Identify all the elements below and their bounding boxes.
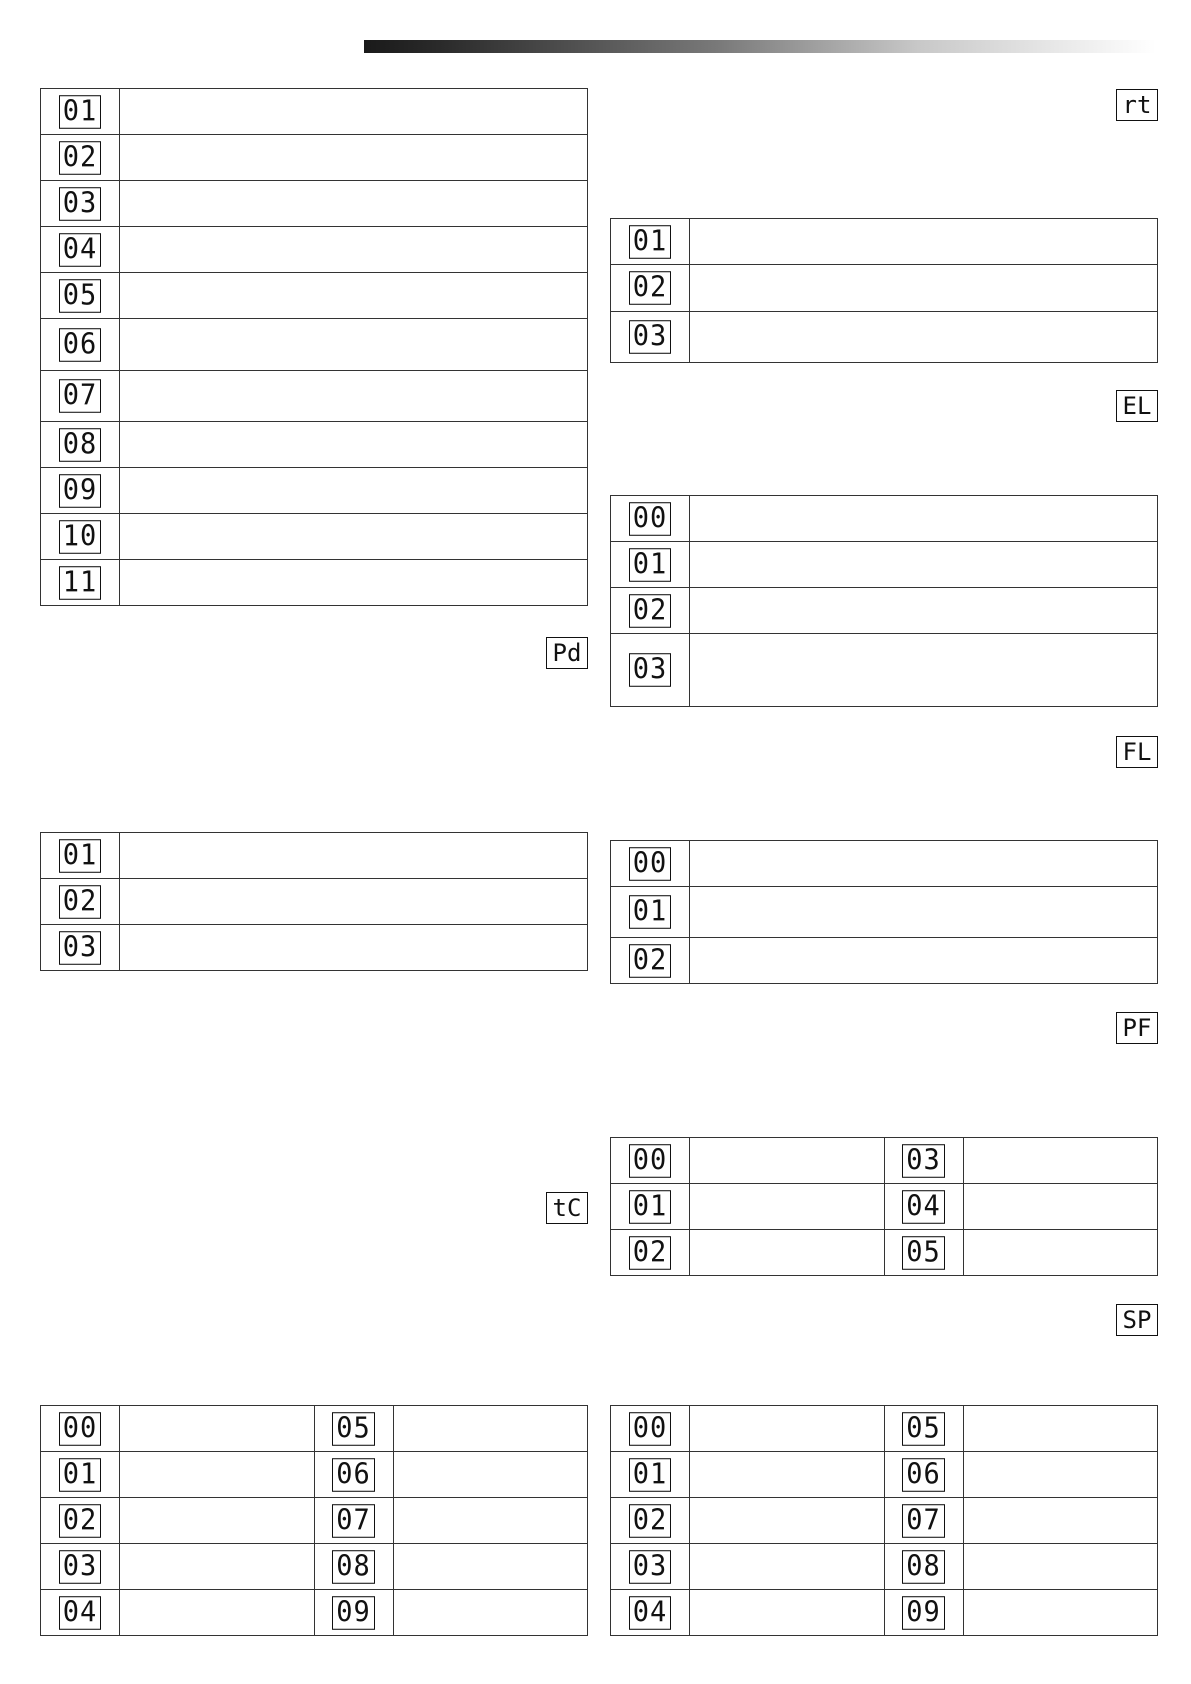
code-badge: 03	[629, 653, 672, 687]
code-badge: 01	[629, 895, 672, 929]
tag-SP: SP	[1116, 1304, 1158, 1336]
code-badge: 10	[59, 520, 102, 554]
code-badge: 08	[332, 1550, 375, 1584]
code-badge: 09	[332, 1596, 375, 1630]
table-main	[40, 88, 588, 606]
code-badge: 11	[59, 566, 102, 600]
code-badge: 02	[629, 271, 672, 305]
code-badge: 09	[902, 1596, 945, 1630]
code-badge: 07	[59, 379, 102, 413]
table-FL	[610, 840, 1158, 984]
table-SP	[610, 1405, 1158, 1636]
code-badge: 03	[902, 1144, 945, 1178]
code-badge: 08	[59, 428, 102, 462]
code-badge: 01	[629, 1458, 672, 1492]
tag-PF: PF	[1116, 1012, 1158, 1044]
code-badge: 09	[59, 474, 102, 508]
code-badge: 06	[332, 1458, 375, 1492]
tag-tC: tC	[546, 1192, 588, 1224]
code-badge: 01	[629, 548, 672, 582]
code-badge: 07	[902, 1504, 945, 1538]
code-badge: 01	[59, 1458, 102, 1492]
code-badge: 04	[629, 1596, 672, 1630]
code-badge: 03	[629, 1550, 672, 1584]
code-badge: 02	[59, 1504, 102, 1538]
code-badge: 02	[629, 1236, 672, 1270]
code-badge: 05	[902, 1236, 945, 1270]
table-EL	[610, 495, 1158, 707]
code-badge: 00	[629, 1412, 672, 1446]
tag-EL: EL	[1116, 390, 1158, 422]
table-tC	[40, 1405, 588, 1636]
tag-Pd: Pd	[546, 637, 588, 669]
code-badge: 03	[629, 320, 672, 354]
code-badge: 03	[59, 187, 102, 221]
code-badge: 00	[629, 1144, 672, 1178]
code-badge: 07	[332, 1504, 375, 1538]
code-badge: 03	[59, 1550, 102, 1584]
code-badge: 01	[629, 1190, 672, 1224]
code-badge: 05	[59, 279, 102, 313]
code-badge: 00	[59, 1412, 102, 1446]
table-rt	[610, 218, 1158, 363]
code-badge: 03	[59, 931, 102, 965]
code-badge: 01	[629, 225, 672, 259]
code-badge: 01	[59, 95, 102, 129]
code-badge: 08	[902, 1550, 945, 1584]
header-gradient-bar	[364, 40, 1156, 53]
code-badge: 01	[59, 839, 102, 873]
tag-FL: FL	[1116, 736, 1158, 768]
code-badge: 04	[59, 233, 102, 267]
tag-rt: rt	[1116, 89, 1158, 121]
table-PF	[610, 1137, 1158, 1276]
code-badge: 05	[332, 1412, 375, 1446]
code-badge: 02	[629, 594, 672, 628]
code-badge: 02	[59, 885, 102, 919]
code-badge: 04	[902, 1190, 945, 1224]
code-badge: 00	[629, 502, 672, 536]
code-badge: 06	[59, 328, 102, 362]
code-badge: 00	[629, 847, 672, 881]
table-Pd	[40, 832, 588, 971]
code-badge: 04	[59, 1596, 102, 1630]
code-badge: 02	[629, 1504, 672, 1538]
code-badge: 02	[59, 141, 102, 175]
code-badge: 05	[902, 1412, 945, 1446]
code-badge: 02	[629, 944, 672, 978]
code-badge: 06	[902, 1458, 945, 1492]
